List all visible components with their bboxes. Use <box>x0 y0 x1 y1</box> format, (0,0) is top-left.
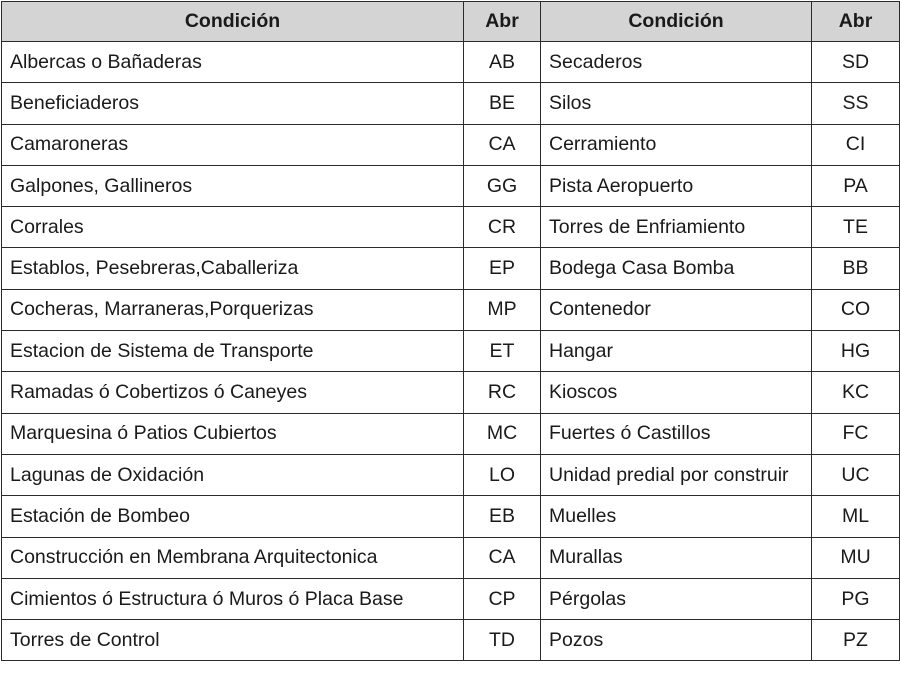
header-condition-left: Condición <box>2 2 464 42</box>
right-condition-cell: Cerramiento <box>541 124 812 165</box>
table-row <box>2 331 900 372</box>
right-abbr-cell: FC <box>812 413 900 454</box>
table-row <box>2 620 900 661</box>
header-condition-right: Condición <box>541 2 812 42</box>
left-condition-cell: Establos, Pesebreras,Caballeriza <box>2 248 464 289</box>
table-body <box>2 42 900 661</box>
right-abbr-cell: BB <box>812 248 900 289</box>
left-abbr-cell: EB <box>464 496 541 537</box>
left-abbr-cell: MP <box>464 289 541 330</box>
table-row <box>2 289 900 330</box>
left-abbr-cell: ET <box>464 331 541 372</box>
table-header <box>2 2 900 42</box>
left-condition-cell: Corrales <box>2 207 464 248</box>
table-row <box>2 124 900 165</box>
table-row <box>2 83 900 124</box>
left-abbr-cell: RC <box>464 372 541 413</box>
table-row <box>2 42 900 83</box>
left-condition-cell: Estación de Bombeo <box>2 496 464 537</box>
right-condition-cell: Pozos <box>541 620 812 661</box>
left-condition-cell: Ramadas ó Cobertizos ó Caneyes <box>2 372 464 413</box>
left-condition-cell: Lagunas de Oxidación <box>2 454 464 495</box>
left-abbr-cell: TD <box>464 620 541 661</box>
right-abbr-cell: MU <box>812 537 900 578</box>
table-row <box>2 248 900 289</box>
right-abbr-cell: KC <box>812 372 900 413</box>
table-row <box>2 496 900 537</box>
right-condition-cell: Contenedor <box>541 289 812 330</box>
right-abbr-cell: SS <box>812 83 900 124</box>
left-condition-cell: Galpones, Gallineros <box>2 165 464 206</box>
left-condition-cell: Torres de Control <box>2 620 464 661</box>
left-abbr-cell: GG <box>464 165 541 206</box>
left-abbr-cell: CA <box>464 124 541 165</box>
left-abbr-cell: MC <box>464 413 541 454</box>
right-condition-cell: Unidad predial por construir <box>541 454 812 495</box>
table-row <box>2 165 900 206</box>
left-condition-cell: Albercas o Bañaderas <box>2 42 464 83</box>
table-row <box>2 413 900 454</box>
right-abbr-cell: SD <box>812 42 900 83</box>
right-condition-cell: Murallas <box>541 537 812 578</box>
right-condition-cell: Torres de Enfriamiento <box>541 207 812 248</box>
left-abbr-cell: BE <box>464 83 541 124</box>
left-condition-cell: Marquesina ó Patios Cubiertos <box>2 413 464 454</box>
right-abbr-cell: UC <box>812 454 900 495</box>
left-condition-cell: Camaroneras <box>2 124 464 165</box>
header-row <box>2 2 900 42</box>
right-abbr-cell: CO <box>812 289 900 330</box>
left-abbr-cell: CP <box>464 578 541 619</box>
right-condition-cell: Kioscos <box>541 372 812 413</box>
left-condition-cell: Estacion de Sistema de Transporte <box>2 331 464 372</box>
right-condition-cell: Bodega Casa Bomba <box>541 248 812 289</box>
table-row <box>2 207 900 248</box>
header-abbr-left: Abr <box>464 2 541 42</box>
left-condition-cell: Construcción en Membrana Arquitectonica <box>2 537 464 578</box>
right-condition-cell: Silos <box>541 83 812 124</box>
table-row <box>2 372 900 413</box>
right-abbr-cell: PZ <box>812 620 900 661</box>
left-condition-cell: Cocheras, Marraneras,Porquerizas <box>2 289 464 330</box>
left-condition-cell: Beneficiaderos <box>2 83 464 124</box>
right-condition-cell: Pista Aeropuerto <box>541 165 812 206</box>
right-abbr-cell: HG <box>812 331 900 372</box>
right-abbr-cell: ML <box>812 496 900 537</box>
right-abbr-cell: PG <box>812 578 900 619</box>
left-abbr-cell: AB <box>464 42 541 83</box>
right-condition-cell: Pérgolas <box>541 578 812 619</box>
right-condition-cell: Muelles <box>541 496 812 537</box>
left-abbr-cell: CR <box>464 207 541 248</box>
right-abbr-cell: TE <box>812 207 900 248</box>
right-condition-cell: Fuertes ó Castillos <box>541 413 812 454</box>
right-abbr-cell: CI <box>812 124 900 165</box>
condition-abbreviation-table <box>1 1 900 661</box>
left-abbr-cell: CA <box>464 537 541 578</box>
left-condition-cell: Cimientos ó Estructura ó Muros ó Placa Base <box>2 578 464 619</box>
left-abbr-cell: EP <box>464 248 541 289</box>
header-abbr-right: Abr <box>812 2 900 42</box>
right-condition-cell: Secaderos <box>541 42 812 83</box>
right-abbr-cell: PA <box>812 165 900 206</box>
right-condition-cell: Hangar <box>541 331 812 372</box>
left-abbr-cell: LO <box>464 454 541 495</box>
table-row <box>2 578 900 619</box>
table-row <box>2 454 900 495</box>
table-row <box>2 537 900 578</box>
